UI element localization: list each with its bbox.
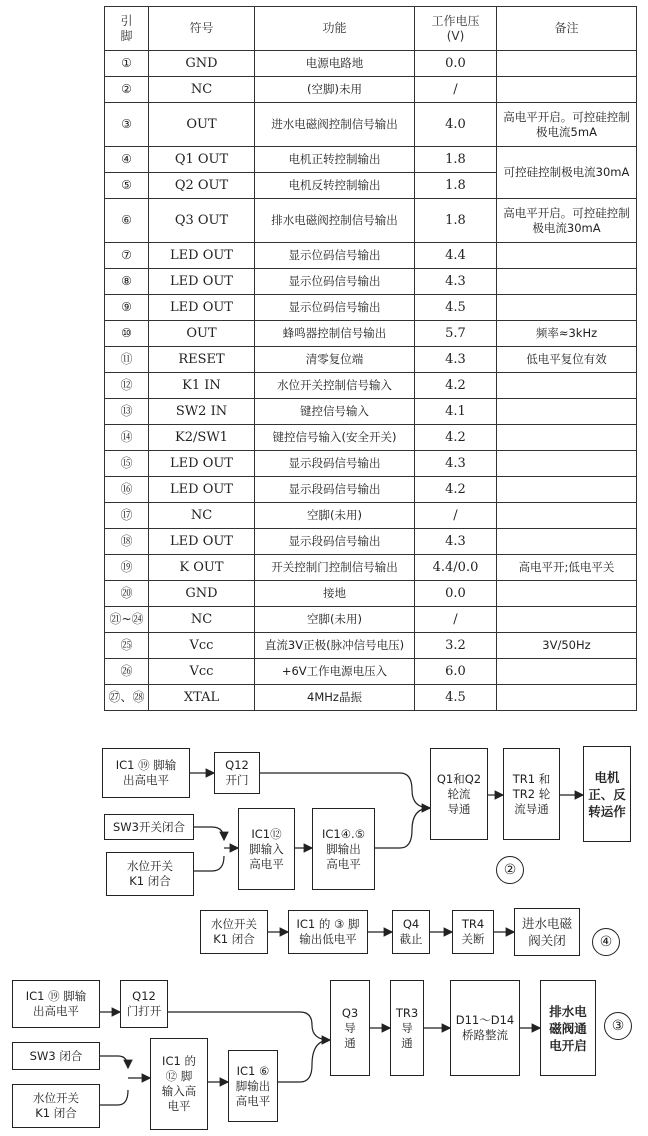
d3-q12-box: Q12 门打开 <box>120 980 168 1028</box>
d3-ic12-box: IC1 的 ⑫ 脚 输入高 电平 <box>150 1038 208 1130</box>
voltage-cell: 3.2 <box>415 633 497 659</box>
function-cell: 蜂鸣器控制信号输出 <box>255 321 415 347</box>
pin-cell: ㉕ <box>105 633 149 659</box>
d2-q12-box: Q12 开门 <box>214 752 260 794</box>
symbol-cell: GND <box>149 51 255 77</box>
pin-cell: ⑧ <box>105 269 149 295</box>
pin-cell: ⑯ <box>105 477 149 503</box>
d3-drain-valve-box: 排水电 磁阀通 电开启 <box>540 980 596 1076</box>
d2-number-label: ② <box>496 856 524 884</box>
voltage-cell: 1.8 <box>415 199 497 243</box>
symbol-cell: OUT <box>149 103 255 147</box>
d3-ic6-box: IC1 ⑥ 脚输出 高电平 <box>228 1050 278 1122</box>
pin-cell: ㉑~㉔ <box>105 607 149 633</box>
pin-cell: ③ <box>105 103 149 147</box>
function-cell: 显示段码信号输出 <box>255 451 415 477</box>
symbol-cell: K2/SW1 <box>149 425 255 451</box>
d3-k1-box: 水位开关 K1 闭合 <box>12 1084 100 1128</box>
voltage-cell: 4.2 <box>415 477 497 503</box>
symbol-cell: RESET <box>149 347 255 373</box>
function-cell: 显示段码信号输出 <box>255 529 415 555</box>
pin-cell: ⑤ <box>105 173 149 199</box>
pin-cell: ⑥ <box>105 199 149 243</box>
note-cell: 频率≈3kHz <box>497 321 637 347</box>
pin-cell: ⑮ <box>105 451 149 477</box>
symbol-cell: Q3 OUT <box>149 199 255 243</box>
d2-ic45-box: IC1④.⑤ 脚输出 高电平 <box>312 808 375 890</box>
note-cell: 高电平开启。可控硅控制极电流30mA <box>497 199 637 243</box>
note-cell: 可控硅控制极电流30mA <box>497 147 637 199</box>
d4-tr4-box: TR4 关断 <box>452 910 494 954</box>
function-cell: 空脚(未用) <box>255 503 415 529</box>
function-cell: 排水电磁阀控制信号输出 <box>255 199 415 243</box>
voltage-cell: 4.3 <box>415 347 497 373</box>
pin-cell: ⑭ <box>105 425 149 451</box>
symbol-cell: LED OUT <box>149 451 255 477</box>
function-cell: 电源电路地 <box>255 51 415 77</box>
symbol-cell: LED OUT <box>149 529 255 555</box>
header-symbol: 符号 <box>149 7 255 51</box>
voltage-cell: 0.0 <box>415 51 497 77</box>
note-cell: 低电平复位有效 <box>497 347 637 373</box>
function-cell: 接地 <box>255 581 415 607</box>
symbol-cell: Q1 OUT <box>149 147 255 173</box>
pin-cell: ⑪ <box>105 347 149 373</box>
symbol-cell: XTAL <box>149 685 255 711</box>
note-cell: 高电平开;低电平关 <box>497 555 637 581</box>
d3-bridge-box: D11～D14 桥路整流 <box>450 980 520 1076</box>
function-cell: 显示位码信号输出 <box>255 295 415 321</box>
pin-cell: ⑦ <box>105 243 149 269</box>
function-cell: 清零复位端 <box>255 347 415 373</box>
symbol-cell: LED OUT <box>149 477 255 503</box>
pin-cell: ⑩ <box>105 321 149 347</box>
voltage-cell: 6.0 <box>415 659 497 685</box>
note-cell: 3V/50Hz <box>497 633 637 659</box>
pin-cell: ⑬ <box>105 399 149 425</box>
symbol-cell: NC <box>149 607 255 633</box>
voltage-cell: 1.8 <box>415 173 497 199</box>
d4-valve-box: 进水电磁 阀关闭 <box>514 908 580 956</box>
symbol-cell: LED OUT <box>149 243 255 269</box>
function-cell: 空脚(未用) <box>255 607 415 633</box>
d4-number-label: ④ <box>592 928 620 956</box>
pin-cell: ⑫ <box>105 373 149 399</box>
function-cell: 电机正转控制输出 <box>255 147 415 173</box>
d2-tr12-box: TR1 和 TR2 轮 流导通 <box>503 748 560 840</box>
d3-sw3-box: SW3 闭合 <box>12 1042 100 1070</box>
symbol-cell: K1 IN <box>149 373 255 399</box>
function-cell: (空脚)未用 <box>255 77 415 103</box>
voltage-cell: / <box>415 77 497 103</box>
header-note: 备注 <box>497 7 637 51</box>
d2-motor-box: 电机 正、反 转运作 <box>583 746 631 842</box>
voltage-cell: 4.2 <box>415 373 497 399</box>
voltage-cell: 0.0 <box>415 581 497 607</box>
pin-cell: ② <box>105 77 149 103</box>
symbol-cell: LED OUT <box>149 295 255 321</box>
voltage-cell: / <box>415 607 497 633</box>
function-cell: 4MHz晶振 <box>255 685 415 711</box>
d3-ic19-box: IC1 ⑲ 脚输 出高电平 <box>12 980 100 1028</box>
function-cell: 进水电磁阀控制信号输出 <box>255 103 415 147</box>
pin-cell: ⑳ <box>105 581 149 607</box>
voltage-cell: 1.8 <box>415 147 497 173</box>
symbol-cell: LED OUT <box>149 269 255 295</box>
symbol-cell: K OUT <box>149 555 255 581</box>
d2-q1q2-box: Q1和Q2 轮流 导通 <box>430 748 488 840</box>
function-cell: 显示位码信号输出 <box>255 243 415 269</box>
voltage-cell: 4.2 <box>415 425 497 451</box>
function-cell: 显示段码信号输出 <box>255 477 415 503</box>
d4-k1-box: 水位开关 K1 闭合 <box>200 910 268 954</box>
function-cell: 显示位码信号输出 <box>255 269 415 295</box>
symbol-cell: NC <box>149 503 255 529</box>
voltage-cell: / <box>415 503 497 529</box>
header-function: 功能 <box>255 7 415 51</box>
voltage-cell: 4.3 <box>415 529 497 555</box>
pin-cell: ⑱ <box>105 529 149 555</box>
pin-cell: ㉗、㉘ <box>105 685 149 711</box>
d3-q3-box: Q3 导 通 <box>330 980 370 1076</box>
function-cell: 开关控制门控制信号输出 <box>255 555 415 581</box>
d3-tr3-box: TR3 导 通 <box>390 980 424 1076</box>
symbol-cell: NC <box>149 77 255 103</box>
voltage-cell: 4.3 <box>415 269 497 295</box>
d2-ic19-box: IC1 ⑲ 脚输 出高电平 <box>102 748 190 798</box>
symbol-cell: GND <box>149 581 255 607</box>
pin-cell: ㉖ <box>105 659 149 685</box>
symbol-cell: Vcc <box>149 659 255 685</box>
voltage-cell: 4.1 <box>415 399 497 425</box>
d2-sw3-box: SW3开关闭合 <box>104 814 194 840</box>
d4-q4-box: Q4 截止 <box>392 910 430 954</box>
d4-ic3-box: IC1 的 ③ 脚 输出低电平 <box>288 910 368 954</box>
function-cell: 直流3V正极(脉冲信号电压) <box>255 633 415 659</box>
voltage-cell: 4.0 <box>415 103 497 147</box>
voltage-cell: 4.5 <box>415 295 497 321</box>
symbol-cell: Q2 OUT <box>149 173 255 199</box>
voltage-cell: 4.4 <box>415 243 497 269</box>
header-pin: 引 脚 <box>105 7 149 51</box>
voltage-cell: 4.5 <box>415 685 497 711</box>
function-cell: 键控信号输入(安全开关) <box>255 425 415 451</box>
note-cell: 高电平开启。可控硅控制极电流5mA <box>497 103 637 147</box>
header-voltage: 工作电压 (V) <box>415 7 497 51</box>
symbol-cell: OUT <box>149 321 255 347</box>
voltage-cell: 4.4/0.0 <box>415 555 497 581</box>
pin-cell: ④ <box>105 147 149 173</box>
voltage-cell: 4.3 <box>415 451 497 477</box>
pin-cell: ① <box>105 51 149 77</box>
voltage-cell: 5.7 <box>415 321 497 347</box>
d3-number-label: ③ <box>604 1012 632 1040</box>
pin-cell: ⑲ <box>105 555 149 581</box>
pin-cell: ⑨ <box>105 295 149 321</box>
function-cell: 水位开关控制信号输入 <box>255 373 415 399</box>
d2-ic12-box: IC1⑫ 脚输入 高电平 <box>238 808 295 890</box>
symbol-cell: SW2 IN <box>149 399 255 425</box>
d2-k1-box: 水位开关 K1 闭合 <box>106 852 194 896</box>
function-cell: 键控信号输入 <box>255 399 415 425</box>
symbol-cell: Vcc <box>149 633 255 659</box>
function-cell: 电机反转控制输出 <box>255 173 415 199</box>
function-cell: +6V工作电源电压入 <box>255 659 415 685</box>
pin-cell: ⑰ <box>105 503 149 529</box>
